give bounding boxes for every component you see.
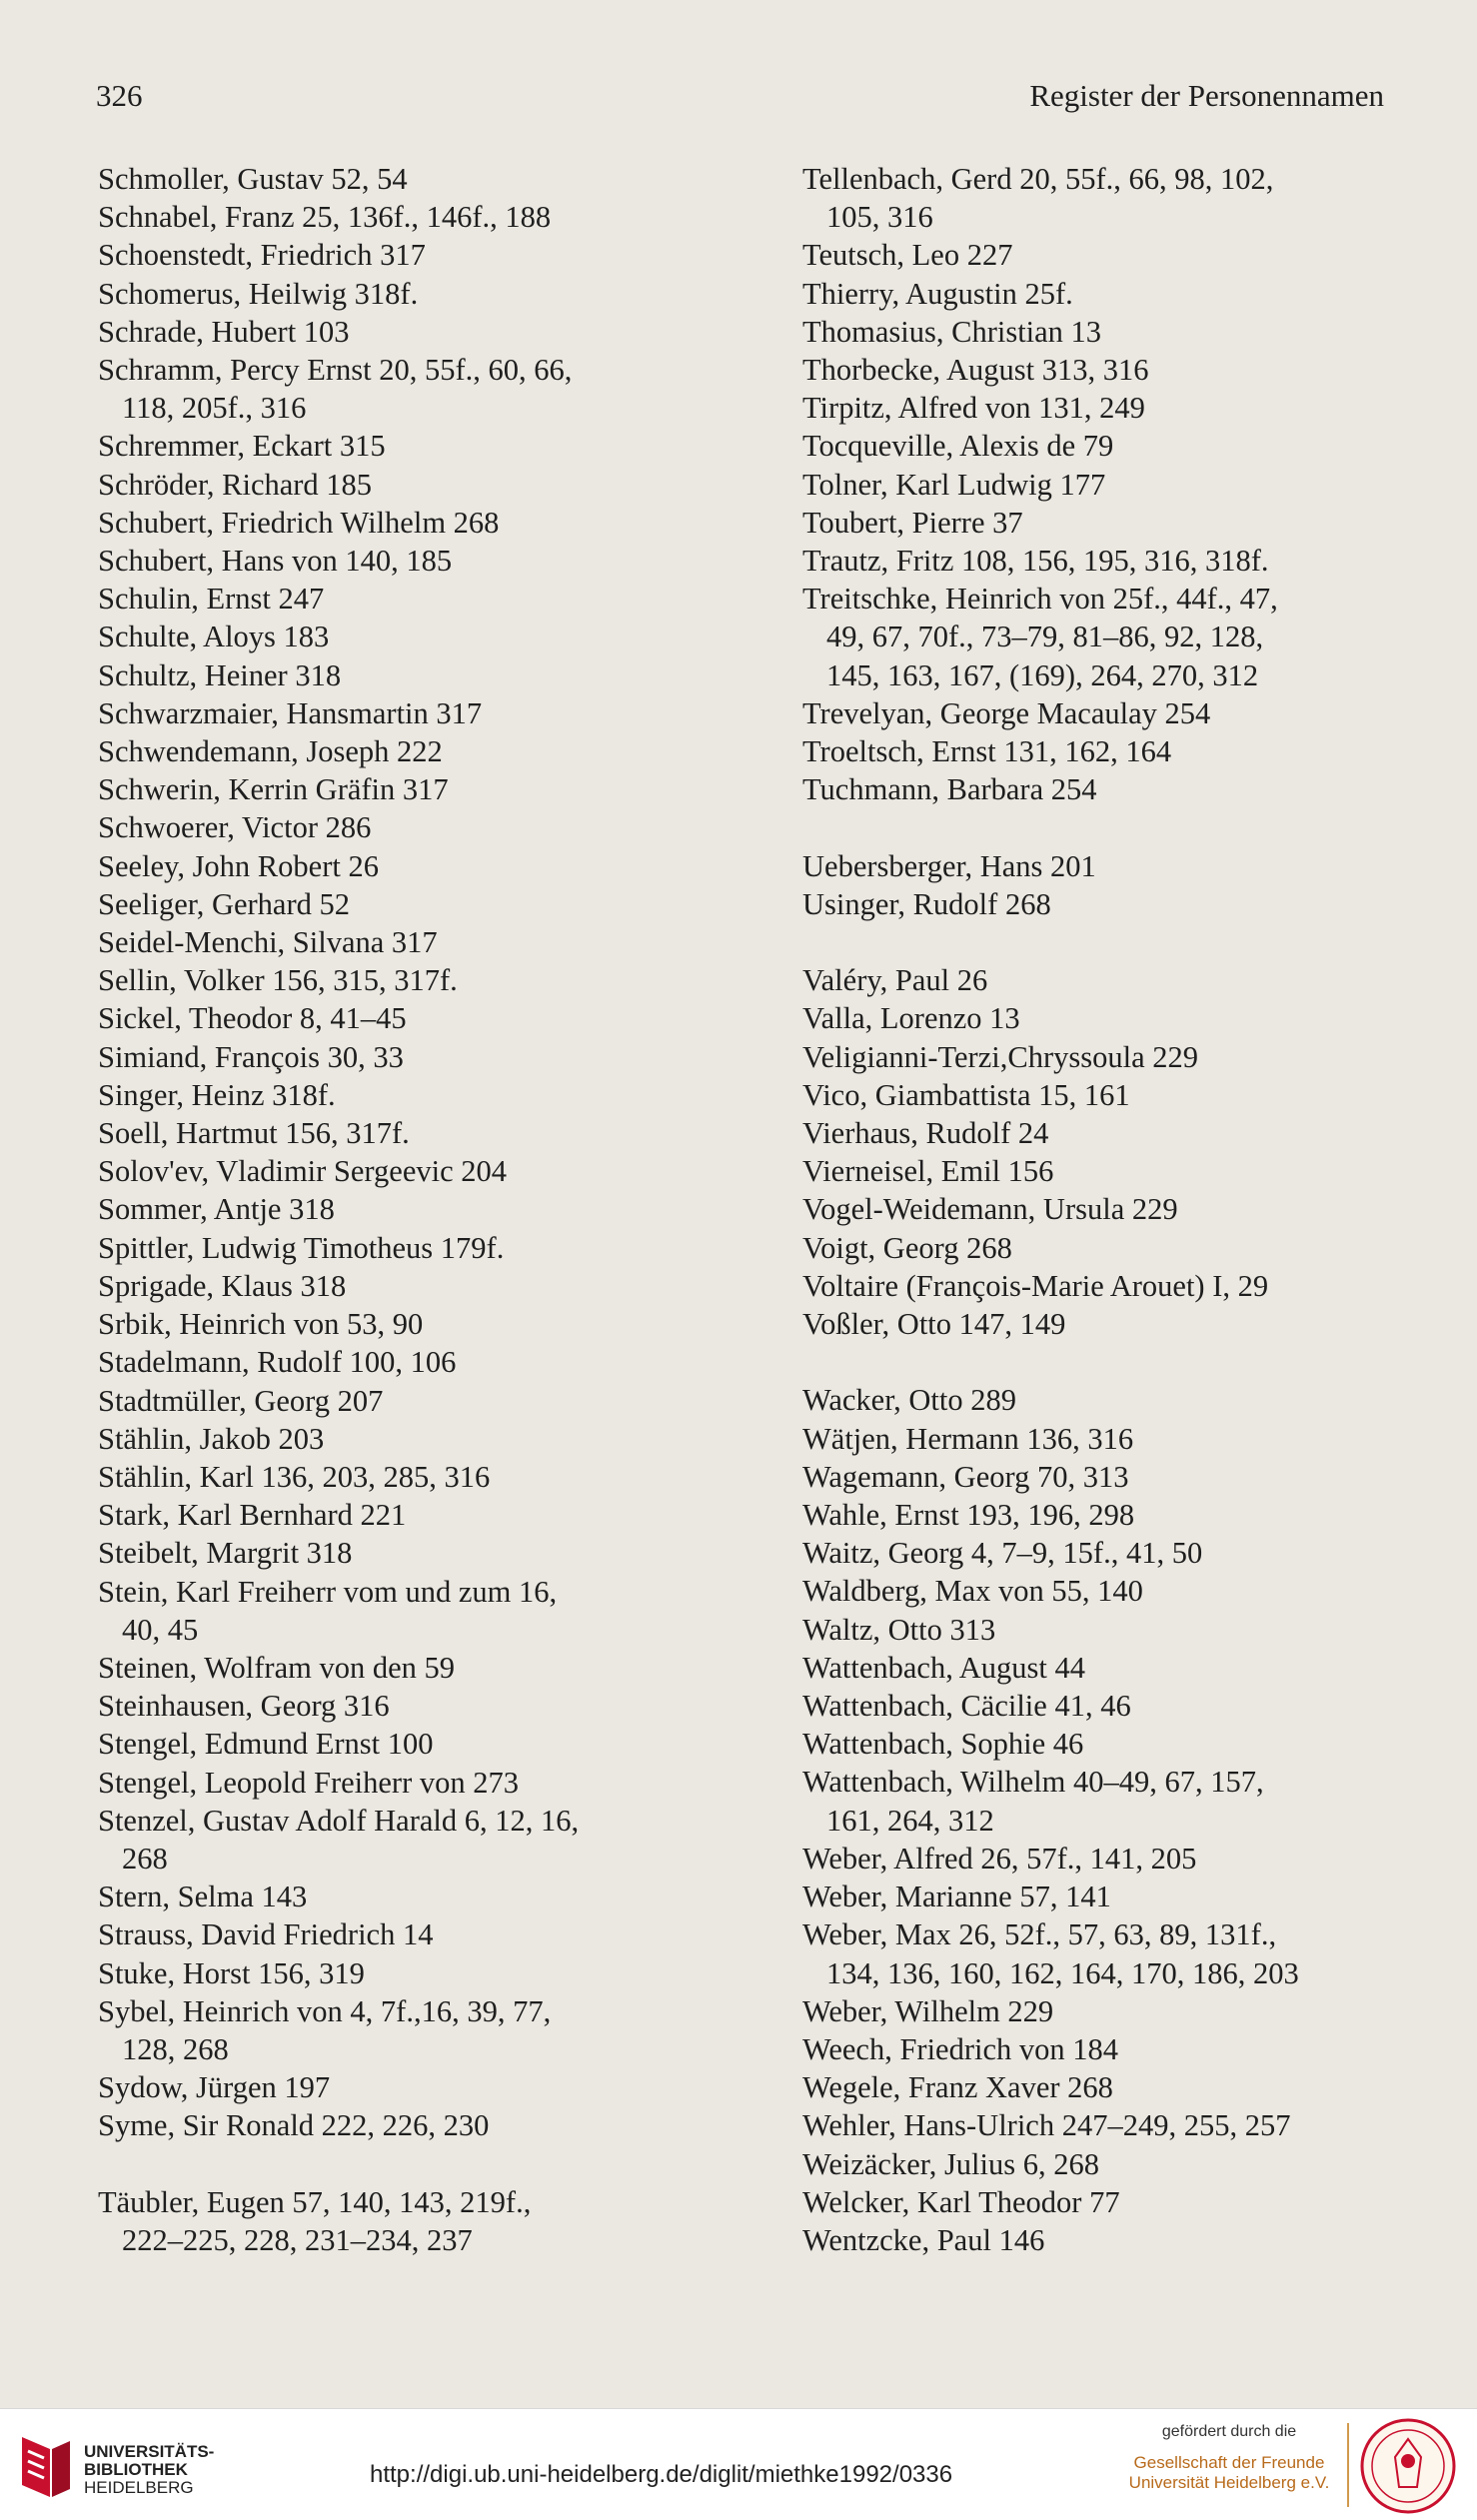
index-entry: [98, 1114, 738, 1152]
index-entry: [98, 580, 738, 618]
entry-text: Schomerus, Heilwig 318f.: [98, 276, 419, 311]
letter-gap: [98, 2145, 738, 2183]
entry-text: Weber, Wilhelm 229: [802, 1993, 1054, 2028]
index-entry: [802, 1649, 1422, 1687]
entry-text: Usinger, Rudolf 268: [802, 886, 1051, 921]
digitization-footer: [0, 2408, 1477, 2520]
running-head: Register der Personennamen: [1029, 78, 1384, 113]
page-number: 326: [96, 78, 143, 113]
index-column-left: [98, 160, 738, 2259]
index-entry: [98, 1076, 738, 1114]
index-entry: [98, 1038, 738, 1076]
index-entry: [802, 1190, 1422, 1228]
entry-text: Troeltsch, Ernst 131, 162, 164: [802, 734, 1172, 769]
entry-text: Steibelt, Margrit 318: [98, 1536, 353, 1571]
index-entry: [98, 1458, 738, 1496]
entry-text: Uebersberger, Hans 201: [802, 848, 1096, 883]
entry-text: Wehler, Hans-Ulrich 247–249, 255, 257: [802, 2108, 1291, 2143]
entry-text: Treitschke, Heinrich von 25f., 44f., 47,: [802, 582, 1278, 617]
index-entry: [802, 1840, 1422, 1878]
entry-text: Wattenbach, Sophie 46: [802, 1727, 1084, 1762]
entry-text: Schnabel, Franz 25, 136f., 146f., 188: [98, 200, 552, 235]
index-entry: [802, 1572, 1422, 1610]
index-entry: [802, 1114, 1422, 1152]
entry-text: Teutsch, Leo 227: [802, 238, 1013, 273]
entry-text: Stengel, Leopold Freiherr von 273: [98, 1765, 519, 1800]
letter-gap: [802, 808, 1422, 846]
index-entry: [802, 694, 1422, 732]
index-entry: [98, 2106, 738, 2144]
index-entry: [98, 961, 738, 999]
entry-text: Wattenbach, Cäcilie 41, 46: [802, 1689, 1131, 1724]
index-entry: [98, 732, 738, 770]
index-entry: [98, 656, 738, 694]
entry-text: Valéry, Paul 26: [802, 963, 988, 998]
entry-text: Sommer, Antje 318: [98, 1192, 335, 1227]
letter-gap: [802, 923, 1422, 961]
entry-continuation: 40, 45: [122, 1612, 199, 1647]
index-entry: [98, 542, 738, 580]
index-entry: [802, 466, 1422, 504]
index-entry: [802, 1687, 1422, 1725]
index-entry: [802, 2030, 1422, 2068]
index-entry: [802, 236, 1422, 274]
entry-text: Sellin, Volker 156, 315, 317f.: [98, 963, 458, 998]
footer-divider: [1347, 2423, 1349, 2507]
index-entry: [98, 275, 738, 313]
index-entry: [98, 885, 738, 923]
entry-text: Steinhausen, Georg 316: [98, 1689, 390, 1724]
index-entry: [98, 1725, 738, 1763]
index-entry: [98, 236, 738, 274]
entry-text: Waltz, Otto 313: [802, 1612, 996, 1647]
entry-text: Voltaire (François-Marie Arouet) I, 29: [802, 1268, 1269, 1303]
entry-text: Sprigade, Klaus 318: [98, 1268, 347, 1303]
entry-text: Schwerin, Kerrin Gräfin 317: [98, 772, 449, 807]
entry-continuation: 49, 67, 70f., 73–79, 81–86, 92, 128,: [826, 620, 1264, 654]
index-entry: [802, 732, 1422, 770]
index-entry: [802, 2221, 1422, 2259]
entry-text: Sybel, Heinrich von 4, 7f.,16, 39, 77,: [98, 1993, 552, 2028]
entry-text: Wattenbach, August 44: [802, 1650, 1086, 1685]
entry-continuation: 118, 205f., 316: [122, 391, 307, 426]
index-entry: [802, 2145, 1422, 2183]
entry-text: Vico, Giambattista 15, 161: [802, 1077, 1130, 1112]
index-entry: [98, 808, 738, 846]
index-entry: [98, 999, 738, 1037]
entry-text: Stadtmüller, Georg 207: [98, 1383, 384, 1418]
index-entry: [802, 427, 1422, 465]
index-entry: [802, 1152, 1422, 1190]
index-entry: [802, 770, 1422, 808]
index-entry: [802, 580, 1422, 655]
entry-text: Weizäcker, Julius 6, 268: [802, 2146, 1100, 2181]
index-entry: [98, 1802, 738, 1878]
index-entry: [802, 1611, 1422, 1649]
index-entry: [98, 1764, 738, 1802]
index-entry: [802, 1763, 1422, 1839]
index-entry: [98, 1573, 738, 1649]
index-entry: [98, 1687, 738, 1725]
entry-text: Tellenbach, Gerd 20, 55f., 66, 98, 102,: [802, 162, 1274, 196]
index-column-right: [802, 160, 1422, 2259]
index-entry: [802, 542, 1422, 580]
index-entry: [98, 504, 738, 542]
entry-text: Spittler, Ludwig Timotheus 179f.: [98, 1230, 505, 1265]
entry-continuation: 222–225, 228, 231–234, 237: [122, 2222, 473, 2257]
entry-text: Schwoerer, Victor 286: [98, 810, 372, 845]
entry-continuation: 268: [122, 1841, 168, 1876]
entry-text: Stengel, Edmund Ernst 100: [98, 1727, 434, 1762]
university-seal-icon: [1359, 2417, 1457, 2515]
index-entry: [98, 1420, 738, 1458]
index-entry: [98, 351, 738, 427]
entry-text: Weber, Alfred 26, 57f., 141, 205: [802, 1841, 1197, 1876]
entry-text: Wahle, Ernst 193, 196, 298: [802, 1498, 1135, 1533]
index-entry: [98, 466, 738, 504]
entry-text: Stark, Karl Bernhard 221: [98, 1498, 407, 1533]
entry-text: Trautz, Fritz 108, 156, 195, 316, 318f.: [802, 544, 1269, 579]
entry-text: Valla, Lorenzo 13: [802, 1001, 1020, 1036]
entry-text: Stuke, Horst 156, 319: [98, 1955, 365, 1990]
index-entry: [802, 2183, 1422, 2221]
entry-text: Syme, Sir Ronald 222, 226, 230: [98, 2108, 490, 2143]
entry-text: Seidel-Menchi, Silvana 317: [98, 925, 438, 960]
entry-text: Sydow, Jürgen 197: [98, 2070, 331, 2105]
entry-text: Schramm, Percy Ernst 20, 55f., 60, 66,: [98, 353, 573, 388]
entry-text: Thorbecke, August 313, 316: [802, 353, 1149, 388]
entry-text: Täubler, Eugen 57, 140, 143, 219f.,: [98, 2184, 532, 2219]
entry-continuation: 128, 268: [122, 2031, 229, 2066]
entry-text: Toubert, Pierre 37: [802, 505, 1023, 540]
index-entry: [802, 1381, 1422, 1419]
index-entry: [802, 885, 1422, 923]
index-entry: [98, 1229, 738, 1267]
entry-text: Tolner, Karl Ludwig 177: [802, 467, 1106, 502]
index-entry: [98, 694, 738, 732]
entry-text: Wegele, Franz Xaver 268: [802, 2070, 1113, 2105]
entry-text: Waitz, Georg 4, 7–9, 15f., 41, 50: [802, 1536, 1203, 1571]
index-entry: [98, 770, 738, 808]
index-entry: [98, 1190, 738, 1228]
index-entry: [802, 1725, 1422, 1763]
index-entry: [802, 2106, 1422, 2144]
entry-text: Wagemann, Georg 70, 313: [802, 1459, 1129, 1494]
index-entry: [98, 1496, 738, 1534]
entry-text: Schremmer, Eckart 315: [98, 429, 386, 464]
index-entry: [802, 160, 1422, 236]
index-entry: [802, 1915, 1422, 1991]
entry-continuation: 134, 136, 160, 162, 164, 170, 186, 203: [826, 1955, 1299, 1990]
index-entry: [802, 1878, 1422, 1915]
entry-text: Welcker, Karl Theodor 77: [802, 2184, 1120, 2219]
entry-text: Veligianni-Terzi,Chryssoula 229: [802, 1039, 1198, 1074]
index-entry: [802, 1534, 1422, 1572]
entry-text: Schultz, Heiner 318: [98, 657, 342, 692]
index-entry: [98, 198, 738, 236]
index-entry: [98, 1649, 738, 1687]
index-entry: [98, 1534, 738, 1572]
entry-text: Wacker, Otto 289: [802, 1383, 1016, 1418]
index-entry: [802, 1992, 1422, 2030]
entry-text: Stadelmann, Rudolf 100, 106: [98, 1345, 457, 1380]
entry-text: Schulte, Aloys 183: [98, 620, 330, 654]
index-entry: [98, 160, 738, 198]
entry-text: Wattenbach, Wilhelm 40–49, 67, 157,: [802, 1765, 1264, 1800]
entry-text: Stählin, Karl 136, 203, 285, 316: [98, 1459, 491, 1494]
index-entry: [802, 351, 1422, 389]
index-entry: [98, 1915, 738, 1953]
index-entry: [802, 656, 1422, 694]
index-entry: [98, 618, 738, 655]
index-entry: [802, 847, 1422, 885]
index-entry: [98, 1992, 738, 2068]
entry-text: Steinen, Wolfram von den 59: [98, 1650, 455, 1685]
entry-text: Stählin, Jakob 203: [98, 1421, 325, 1456]
permalink-url[interactable]: http://digi.ub.uni-heidelberg.de/diglit/miethke1992/0336: [370, 2461, 953, 2488]
index-entry: [802, 999, 1422, 1037]
index-entry: [802, 504, 1422, 542]
entry-text: Trevelyan, George Macaulay 254: [802, 695, 1211, 730]
index-entry: [802, 313, 1422, 351]
entry-continuation: 145, 163, 167, (169), 264, 270, 312: [826, 657, 1259, 692]
entry-text: Srbik, Heinrich von 53, 90: [98, 1307, 424, 1342]
entry-text: Seeliger, Gerhard 52: [98, 886, 350, 921]
index-entry: [98, 1152, 738, 1190]
entry-text: Thierry, Augustin 25f.: [802, 276, 1073, 311]
entry-text: Simiand, François 30, 33: [98, 1039, 404, 1074]
index-entry: [98, 1382, 738, 1420]
entry-continuation: 161, 264, 312: [826, 1803, 994, 1838]
index-entry: [98, 1305, 738, 1343]
index-entry: [98, 2183, 738, 2259]
entry-text: Stern, Selma 143: [98, 1880, 308, 1914]
entry-text: Waldberg, Max von 55, 140: [802, 1574, 1143, 1609]
index-entry: [98, 1878, 738, 1915]
entry-text: Soell, Hartmut 156, 317f.: [98, 1116, 410, 1151]
funder-credit: gefördert durch die Gesellschaft der Freunde Universität Heidelberg e.V.: [1128, 2423, 1330, 2492]
entry-text: Stenzel, Gustav Adolf Harald 6, 12, 16,: [98, 1803, 580, 1838]
entry-text: Vogel-Weidemann, Ursula 229: [802, 1192, 1178, 1227]
index-entry: [98, 923, 738, 961]
entry-text: Schmoller, Gustav 52, 54: [98, 162, 408, 196]
entry-text: Schwarzmaier, Hansmartin 317: [98, 695, 483, 730]
index-entry: [98, 1954, 738, 1992]
index-entry: [98, 1343, 738, 1381]
entry-text: Voigt, Georg 268: [802, 1230, 1012, 1265]
index-entry: [802, 1267, 1422, 1305]
index-entry: [98, 427, 738, 465]
index-entry: [802, 2068, 1422, 2106]
entry-text: Stein, Karl Freiherr vom und zum 16,: [98, 1574, 558, 1609]
entry-text: Tuchmann, Barbara 254: [802, 772, 1097, 807]
entry-text: Voßler, Otto 147, 149: [802, 1307, 1066, 1342]
entry-text: Schubert, Friedrich Wilhelm 268: [98, 505, 500, 540]
index-entry: [802, 961, 1422, 999]
library-name: UNIVERSITÄTS- BIBLIOTHEK HEIDELBERG: [84, 2442, 215, 2497]
entry-text: Schubert, Hans von 140, 185: [98, 544, 453, 579]
index-entry: [802, 1229, 1422, 1267]
entry-text: Schrade, Hubert 103: [98, 314, 350, 349]
entry-text: Tirpitz, Alfred von 131, 249: [802, 391, 1145, 426]
entry-text: Vierneisel, Emil 156: [802, 1154, 1054, 1189]
ub-heidelberg-logo-icon: [16, 2429, 74, 2501]
entry-text: Wentzcke, Paul 146: [802, 2222, 1045, 2257]
entry-text: Weech, Friedrich von 184: [802, 2031, 1119, 2066]
entry-text: Sickel, Theodor 8, 41–45: [98, 1001, 407, 1036]
index-entry: [98, 2068, 738, 2106]
entry-text: Tocqueville, Alexis de 79: [802, 429, 1114, 464]
index-entry: [802, 275, 1422, 313]
entry-text: Schwendemann, Joseph 222: [98, 734, 443, 769]
entry-text: Solov'ev, Vladimir Sergeevic 204: [98, 1154, 507, 1189]
entry-text: Seeley, John Robert 26: [98, 848, 379, 883]
index-entry: [802, 1038, 1422, 1076]
entry-text: Thomasius, Christian 13: [802, 314, 1102, 349]
index-entry: [802, 1420, 1422, 1458]
index-entry: [802, 1496, 1422, 1534]
index-entry: [802, 1305, 1422, 1343]
entry-continuation: 105, 316: [826, 200, 933, 235]
entry-text: Singer, Heinz 318f.: [98, 1077, 336, 1112]
entry-text: Weber, Max 26, 52f., 57, 63, 89, 131f.,: [802, 1917, 1277, 1952]
letter-gap: [802, 1343, 1422, 1381]
index-entry: [802, 1076, 1422, 1114]
index-entry: [98, 1267, 738, 1305]
index-entry: [802, 389, 1422, 427]
index-entry: [98, 313, 738, 351]
entry-text: Wätjen, Hermann 136, 316: [802, 1421, 1134, 1456]
index-entry: [98, 847, 738, 885]
entry-text: Strauss, David Friedrich 14: [98, 1917, 434, 1952]
entry-text: Weber, Marianne 57, 141: [802, 1880, 1111, 1914]
entry-text: Schulin, Ernst 247: [98, 582, 325, 617]
entry-text: Vierhaus, Rudolf 24: [802, 1116, 1049, 1151]
entry-text: Schoenstedt, Friedrich 317: [98, 238, 426, 273]
entry-text: Schröder, Richard 185: [98, 467, 373, 502]
index-entry: [802, 1458, 1422, 1496]
